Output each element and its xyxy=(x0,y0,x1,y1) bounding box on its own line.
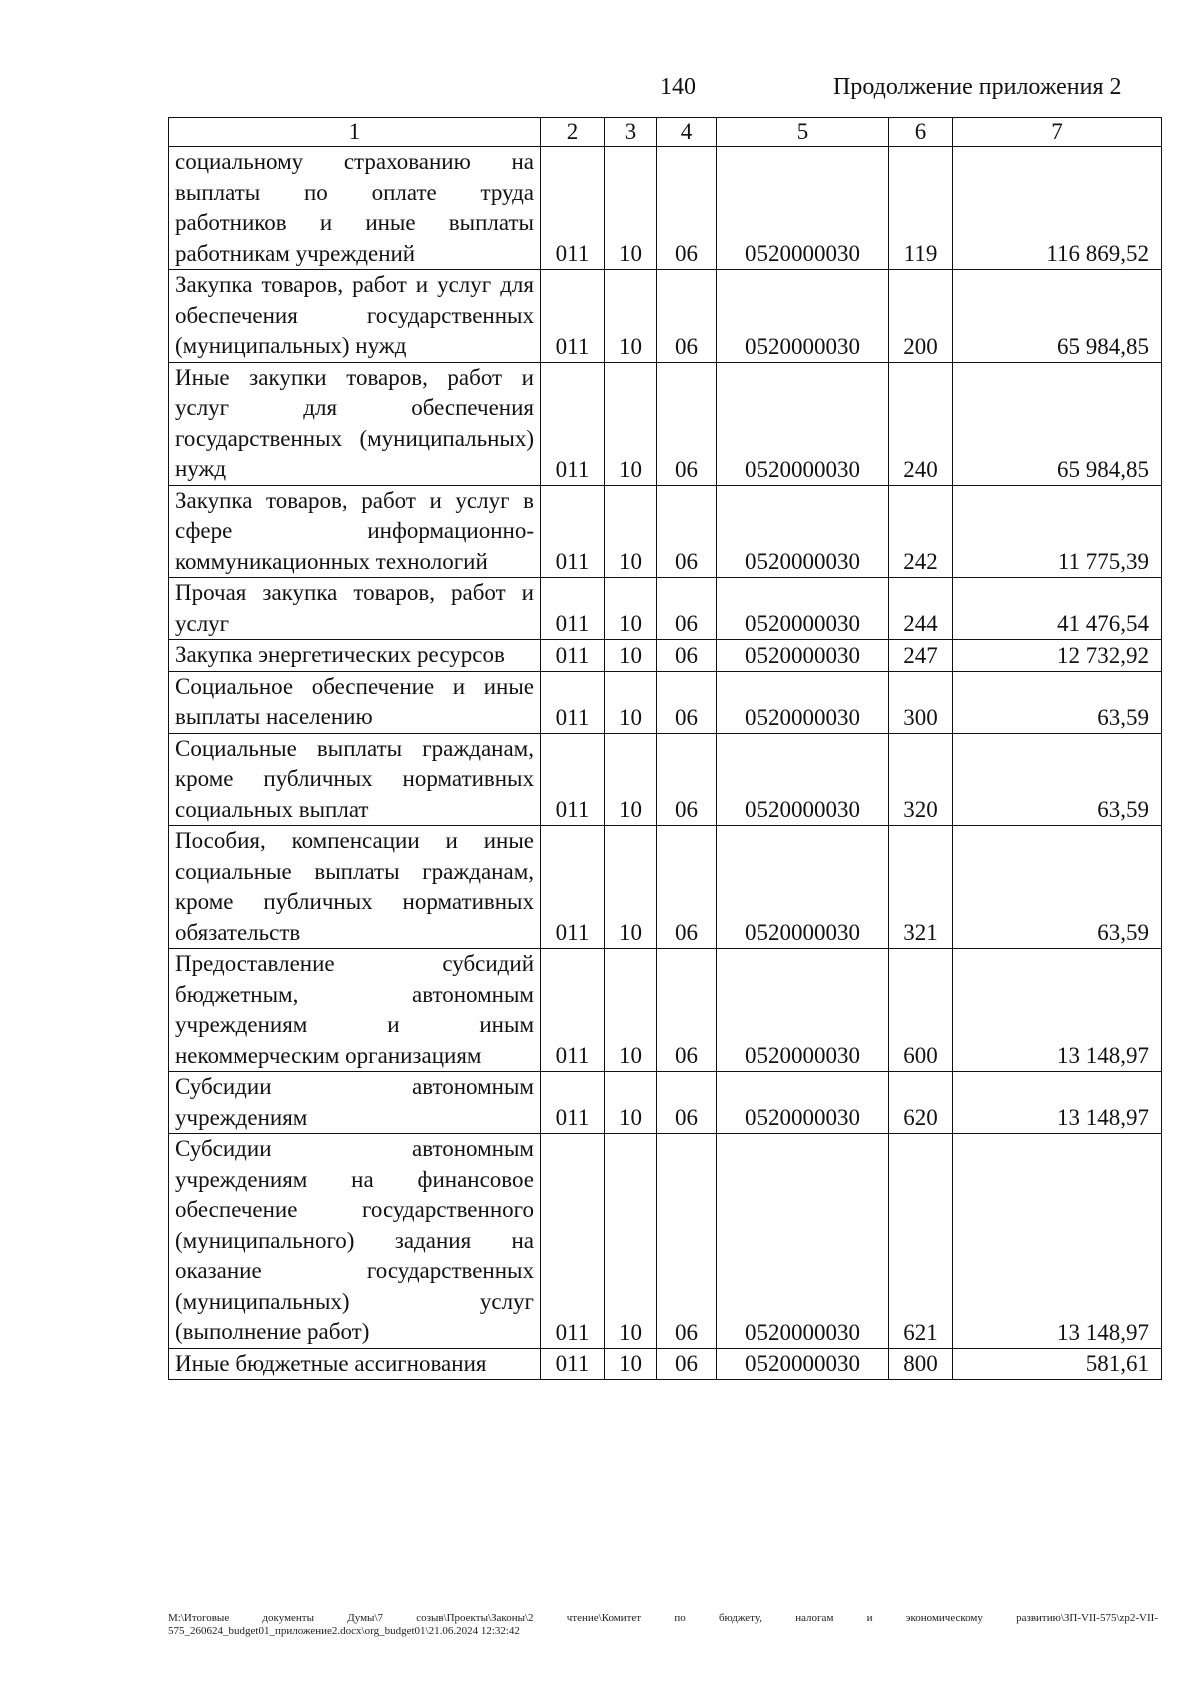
expense-type-code: 620 xyxy=(889,1072,953,1134)
column-header: 3 xyxy=(605,118,657,147)
target-article-code: 0520000030 xyxy=(717,826,889,949)
target-article-code: 0520000030 xyxy=(717,362,889,485)
subsection-code: 06 xyxy=(657,733,717,826)
section-code: 10 xyxy=(605,270,657,363)
subsection-code: 06 xyxy=(657,949,717,1072)
section-code: 10 xyxy=(605,362,657,485)
amount: 65 984,85 xyxy=(953,362,1162,485)
column-header: 6 xyxy=(889,118,953,147)
table-row xyxy=(169,1134,1162,1349)
ministry-code: 011 xyxy=(541,949,605,1072)
target-article-code: 0520000030 xyxy=(717,485,889,578)
subsection-code: 06 xyxy=(657,1134,717,1349)
target-article-code: 0520000030 xyxy=(717,147,889,270)
expense-type-code: 621 xyxy=(889,1134,953,1349)
column-header: 1 xyxy=(169,118,541,147)
table-row xyxy=(169,1072,1162,1134)
table-row xyxy=(169,826,1162,949)
amount: 65 984,85 xyxy=(953,270,1162,363)
row-description: Субсидии автономным учреждениям на финансовое обеспечение государственного (муниципального) задания на оказание государственных (муниципальных) услуг (выполнение работ) xyxy=(169,1134,541,1349)
table-body xyxy=(169,147,1162,1380)
amount: 581,61 xyxy=(953,1348,1162,1380)
table-row xyxy=(169,733,1162,826)
row-description: Закупка товаров, работ и услуг для обеспечения государственных (муниципальных) нужд xyxy=(169,270,541,363)
section-code: 10 xyxy=(605,640,657,672)
amount: 13 148,97 xyxy=(953,949,1162,1072)
column-header: 7 xyxy=(953,118,1162,147)
subsection-code: 06 xyxy=(657,147,717,270)
table-row xyxy=(169,949,1162,1072)
ministry-code: 011 xyxy=(541,270,605,363)
target-article-code: 0520000030 xyxy=(717,640,889,672)
table-row xyxy=(169,640,1162,672)
row-description: Закупка товаров, работ и услуг в сфере информационно-коммуникационных технологий xyxy=(169,485,541,578)
amount: 11 775,39 xyxy=(953,485,1162,578)
ministry-code: 011 xyxy=(541,826,605,949)
column-header: 5 xyxy=(717,118,889,147)
target-article-code: 0520000030 xyxy=(717,733,889,826)
row-description: Пособия, компенсации и иные социальные выплаты гражданам, кроме публичных нормативных обязательств xyxy=(169,826,541,949)
budget-table xyxy=(168,117,1162,1380)
section-code: 10 xyxy=(605,733,657,826)
section-code: 10 xyxy=(605,578,657,640)
row-description: Иные бюджетные ассигнования xyxy=(169,1348,541,1380)
row-description: социальному страхованию на выплаты по оплате труда работников и иные выплаты работникам учреждений xyxy=(169,147,541,270)
ministry-code: 011 xyxy=(541,147,605,270)
target-article-code: 0520000030 xyxy=(717,671,889,733)
subsection-code: 06 xyxy=(657,485,717,578)
expense-type-code: 240 xyxy=(889,362,953,485)
ministry-code: 011 xyxy=(541,671,605,733)
table-row xyxy=(169,485,1162,578)
expense-type-code: 800 xyxy=(889,1348,953,1380)
expense-type-code: 600 xyxy=(889,949,953,1072)
column-header: 2 xyxy=(541,118,605,147)
subsection-code: 06 xyxy=(657,640,717,672)
subsection-code: 06 xyxy=(657,362,717,485)
expense-type-code: 321 xyxy=(889,826,953,949)
ministry-code: 011 xyxy=(541,1134,605,1349)
section-code: 10 xyxy=(605,485,657,578)
table-row xyxy=(169,147,1162,270)
target-article-code: 0520000030 xyxy=(717,270,889,363)
section-code: 10 xyxy=(605,1072,657,1134)
target-article-code: 0520000030 xyxy=(717,949,889,1072)
target-article-code: 0520000030 xyxy=(717,578,889,640)
subsection-code: 06 xyxy=(657,1348,717,1380)
ministry-code: 011 xyxy=(541,733,605,826)
amount: 63,59 xyxy=(953,671,1162,733)
target-article-code: 0520000030 xyxy=(717,1134,889,1349)
amount: 63,59 xyxy=(953,733,1162,826)
expense-type-code: 119 xyxy=(889,147,953,270)
section-code: 10 xyxy=(605,826,657,949)
subsection-code: 06 xyxy=(657,1072,717,1134)
row-description: Иные закупки товаров, работ и услуг для обеспечения государственных (муниципальных) нужд xyxy=(169,362,541,485)
ministry-code: 011 xyxy=(541,485,605,578)
table-header-row xyxy=(169,118,1162,147)
amount: 13 148,97 xyxy=(953,1072,1162,1134)
document-file-path: M:\Итоговые документы Думы\7 созыв\Проекты\Законы\2 чтение\Комитет по бюджету, налогам и экономическому развитию\ЗП-VII-575\zp2-VII-575_260624_budget01_приложение2.docx\org_budget01\21.06.2024 12:32:42 xyxy=(168,1612,1158,1637)
ministry-code: 011 xyxy=(541,362,605,485)
target-article-code: 0520000030 xyxy=(717,1072,889,1134)
section-code: 10 xyxy=(605,1348,657,1380)
row-description: Субсидии автономным учреждениям xyxy=(169,1072,541,1134)
ministry-code: 011 xyxy=(541,640,605,672)
table-row xyxy=(169,362,1162,485)
subsection-code: 06 xyxy=(657,578,717,640)
table-row xyxy=(169,671,1162,733)
amount: 63,59 xyxy=(953,826,1162,949)
amount: 13 148,97 xyxy=(953,1134,1162,1349)
subsection-code: 06 xyxy=(657,270,717,363)
ministry-code: 011 xyxy=(541,1348,605,1380)
ministry-code: 011 xyxy=(541,1072,605,1134)
expense-type-code: 247 xyxy=(889,640,953,672)
row-description: Закупка энергетических ресурсов xyxy=(169,640,541,672)
section-code: 10 xyxy=(605,1134,657,1349)
table-row xyxy=(169,578,1162,640)
row-description: Предоставление субсидий бюджетным, автономным учреждениям и иным некоммерческим организациям xyxy=(169,949,541,1072)
table-row xyxy=(169,1348,1162,1380)
section-code: 10 xyxy=(605,147,657,270)
expense-type-code: 200 xyxy=(889,270,953,363)
section-code: 10 xyxy=(605,949,657,1072)
subsection-code: 06 xyxy=(657,671,717,733)
subsection-code: 06 xyxy=(657,826,717,949)
column-header: 4 xyxy=(657,118,717,147)
expense-type-code: 300 xyxy=(889,671,953,733)
row-description: Прочая закупка товаров, работ и услуг xyxy=(169,578,541,640)
expense-type-code: 244 xyxy=(889,578,953,640)
amount: 41 476,54 xyxy=(953,578,1162,640)
expense-type-code: 320 xyxy=(889,733,953,826)
row-description: Социальные выплаты гражданам, кроме публичных нормативных социальных выплат xyxy=(169,733,541,826)
section-code: 10 xyxy=(605,671,657,733)
expense-type-code: 242 xyxy=(889,485,953,578)
continuation-label: Продолжение приложения 2 xyxy=(833,74,1122,100)
table-row xyxy=(169,270,1162,363)
amount: 116 869,52 xyxy=(953,147,1162,270)
page-number: 140 xyxy=(660,74,696,100)
target-article-code: 0520000030 xyxy=(717,1348,889,1380)
row-description: Социальное обеспечение и иные выплаты населению xyxy=(169,671,541,733)
ministry-code: 011 xyxy=(541,578,605,640)
amount: 12 732,92 xyxy=(953,640,1162,672)
